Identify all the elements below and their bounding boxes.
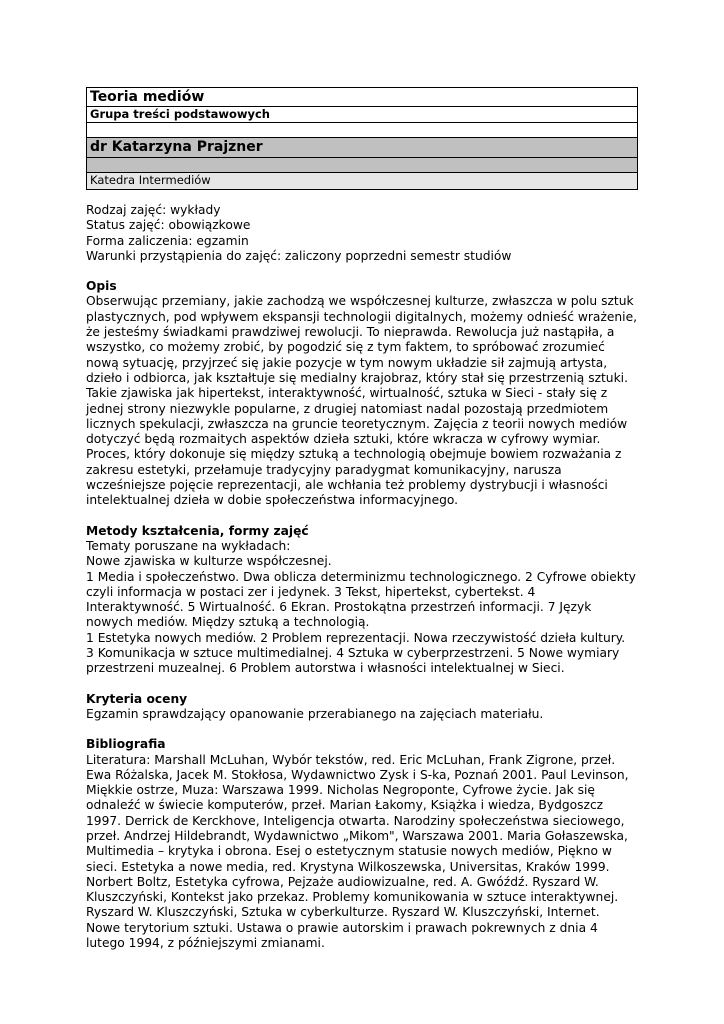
text-line: sieci. Estetyka a nowe media, red. Krystyna Wilkoszewska, Universitas, Kraków 1999.: [86, 859, 610, 874]
kryteria-section: [86, 692, 646, 723]
text-line: zakresu estetyki, przełamuje tradycyjny paradygmat komunikacyjny, narusza: [86, 462, 562, 477]
course-author: dr Katarzyna Prajzner: [87, 138, 637, 158]
text-line: intelektualnej dzieła w dobie społeczeństwa informacyjnego.: [86, 493, 459, 508]
text-line: 1 Estetyka nowych mediów. 2 Problem reprezentacji. Nowa rzeczywistość dzieła kultury.: [86, 630, 626, 645]
course-title: Teoria mediów: [87, 88, 637, 107]
text-line: dzieło i odbiorca, jak kształtuje się medialny krajobraz, który stał się przestrzenią sztuki.: [86, 370, 628, 385]
text-line: plastycznych, pod wpływem ekspansji technologii digitalnych, możemy odnieść wrażenie,: [86, 309, 638, 324]
text-line: przeł. Andrzej Hildebrandt, Wydawnictwo „Mikom", Warszawa 2001. Maria Gołaszewska,: [86, 828, 628, 843]
text-line: Kluszczyński, Kontekst jako przekaz. Problemy komunikowania w sztuce interaktywnej.: [86, 890, 619, 905]
course-group: Grupa treści podstawowych: [87, 107, 637, 123]
text-line: Tematy poruszane na wykładach:: [86, 538, 291, 553]
text-line: Multimedia – krytyka i obrona. Esej o estetycznym statusie nowych mediów, Piękno w: [86, 844, 612, 859]
text-line: nową sytuację, przyjrzeć się jakie pozycje w tym nowym układzie sił zajmują artysta,: [86, 355, 608, 370]
text-line: jednej strony niezwykle popularne, z drugiej natomiast nadal pozostają przedmiotem: [86, 401, 609, 416]
text-line: Egzamin sprawdzający opanowanie przerabianego na zajęciach materiału.: [86, 706, 544, 721]
section-heading: Opis: [86, 279, 117, 294]
section-heading: Kryteria oceny: [86, 691, 188, 706]
text-line: Nowe terytorium sztuki. Ustawa o prawie autorskim i prawach pokrewnych z dnia 4: [86, 920, 598, 935]
text-line: Miękkie ostrze, Muza: Warszawa 1999. Nicholas Negroponte, Cyfrowe życie. Jak się: [86, 783, 595, 798]
course-header-table: [86, 87, 638, 190]
text-line: Obserwując przemiany, jakie zachodzą we współczesnej kulturze, zwłaszcza w polu sztuk: [86, 294, 634, 309]
course-description: [86, 203, 646, 951]
text-line: Norbert Boltz, Estetyka cyfrowa, Pejzaże audiowizualne, red. A. Gwóźdź. Ryszard W.: [86, 874, 599, 889]
text-line: wcześniejsze pojęcie reprezentacji, ale wchłania też problemy dystrybucji i własności: [86, 478, 608, 493]
info-line: Warunki przystąpienia do zajęć: zaliczony poprzedni semestr studiów: [86, 248, 512, 263]
text-line: Interaktywność. 5 Wirtualność. 6 Ekran. Prostokątna przestrzeń informacji. 7 Język: [86, 600, 592, 615]
text-line: Nowe zjawiska w kulturze współczesnej.: [86, 554, 332, 569]
text-line: licznych spekulacji, zwłaszcza na gruncie teoretycznym. Zajęcia z teorii nowych mediów: [86, 416, 628, 431]
text-line: Takie zjawiska jak hipertekst, interaktywność, wirtualność, sztuka w Sieci - stały się z: [86, 386, 608, 401]
text-line: nowych mediów. Między sztuką a technologią.: [86, 615, 370, 630]
text-line: przestrzeni muzealnej. 6 Problem autorstwa i własności intelektualnej w Sieci.: [86, 661, 565, 676]
metody-section: [86, 524, 646, 677]
info-line: Status zajęć: obowiązkowe: [86, 218, 251, 233]
course-department: Katedra Intermediów: [87, 173, 637, 189]
bibliografia-section: [86, 737, 646, 951]
header-spacer-row: [87, 158, 637, 173]
text-line: 1997. Derrick de Kerckhove, Inteligencja otwarta. Narodziny społeczeństwa sieciowego,: [86, 813, 625, 828]
text-line: że jesteśmy świadkami prawdziwej rewolucji. To nieprawda. Rewolucja już nastąpiła, a: [86, 325, 615, 340]
section-heading: Bibliografia: [86, 737, 166, 752]
text-line: Ryszard W. Kluszczyński, Sztuka w cyberkulturze. Ryszard W. Kluszczyński, Internet.: [86, 905, 600, 920]
info-line: Forma zaliczenia: egzamin: [86, 233, 249, 248]
text-line: dotyczyć będą rozmaitych aspektów dzieła sztuki, które wkracza w cyfrowy wymiar.: [86, 432, 601, 447]
text-line: 3 Komunikacja w sztuce multimedialnej. 4 Sztuka w cyberprzestrzeni. 5 Nowe wymiary: [86, 646, 620, 661]
info-block: [86, 203, 646, 264]
section-heading: Metody kształcenia, formy zajęć: [86, 523, 309, 538]
text-line: Literatura: Marshall McLuhan, Wybór tekstów, red. Eric McLuhan, Frank Zigrone, przeł.: [86, 752, 616, 767]
text-line: wszystko, co możemy zrobić, by pogodzić się z tym faktem, to spróbować zrozumieć: [86, 340, 605, 355]
text-line: czyli informacja w postaci zer i jedynek. 3 Tekst, hipertekst, cybertekst. 4: [86, 584, 536, 599]
header-spacer-row: [87, 123, 637, 138]
text-line: Proces, który dokonuje się między sztuką a technologią obejmuje bowiem rozważania z: [86, 447, 622, 462]
info-line: Rodzaj zajęć: wykłady: [86, 203, 221, 217]
text-line: odnaleźć w świecie komputerów, przeł. Marian Łakomy, Książka i wiedza, Bydgoszcz: [86, 798, 604, 813]
text-line: 1 Media i społeczeństwo. Dwa oblicza determinizmu technologicznego. 2 Cyfrowe obiekty: [86, 569, 636, 584]
text-line: lutego 1994, z późniejszymi zmianami.: [86, 936, 325, 951]
text-line: Ewa Różalska, Jacek M. Stokłosa, Wydawnictwo Zysk i S-ka, Poznań 2001. Paul Levinson,: [86, 767, 629, 782]
opis-section: [86, 279, 646, 508]
